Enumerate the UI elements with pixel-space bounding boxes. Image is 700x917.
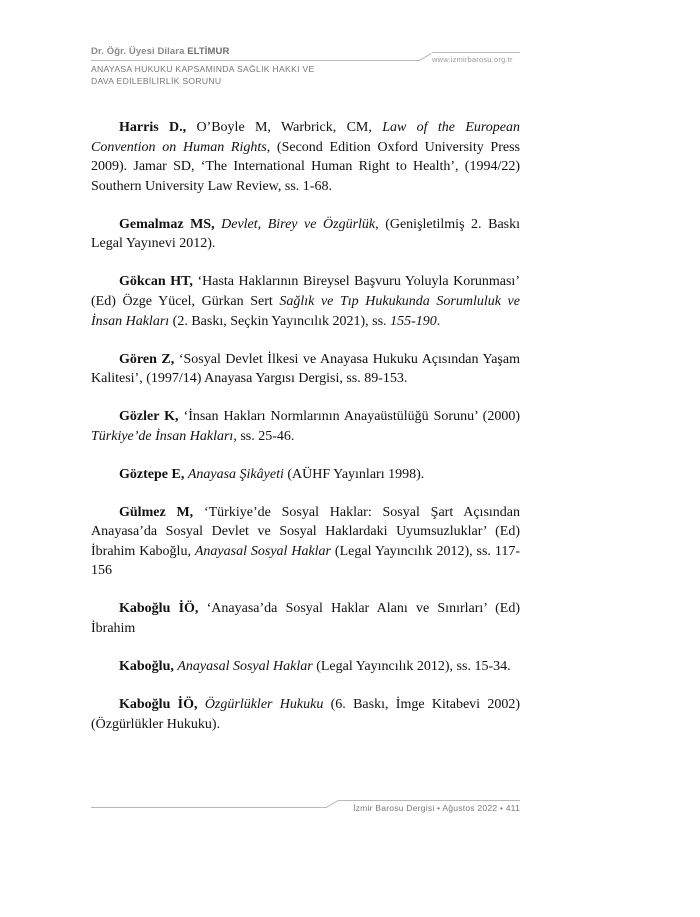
bib-title: Law of the European Convention on Human Rights: [91, 120, 521, 155]
bib-title: Anayasa Şikâyeti: [187, 466, 284, 482]
bib-pages: 155-190: [390, 313, 437, 329]
bib-text: (6. Baskı, İmge Kitabevi 2002) (Özgürlükler Hukuku).: [91, 696, 521, 732]
bib-entry: [91, 503, 520, 581]
bib-author: Harris D.,: [119, 120, 187, 135]
bib-title: Sağlık ve Tıp Hukukunda Sorumluluk ve İnsan Hakları: [91, 293, 520, 329]
bib-text: ‘Anayasa’da Sosyal Haklar Alanı ve Sınırları’ (Ed) İbrahim: [91, 601, 520, 637]
author-name: Dr. Öğr. Üyesi Dilara: [91, 46, 188, 57]
author-line: [91, 46, 229, 57]
bib-title: Özgürlükler Hukuku: [204, 696, 324, 712]
bib-text: .: [436, 313, 441, 329]
bib-entry: [91, 272, 520, 331]
bib-text: ‘Türkiye’de Sosyal Haklar: Sosyal Şart Açısından Anayasa’da Sosyal Devlet ve Sosyal Haklardaki Uyumsuzluklar’ (Ed) İbrahim Kaboğlu,: [91, 504, 520, 559]
bib-author: Gözler K,: [119, 409, 179, 425]
bib-text: [198, 697, 205, 712]
header-rule-slant: [419, 53, 432, 61]
bib-author: Kaboğlu İÖ,: [119, 601, 199, 617]
footer-journal-info: İzmir Barosu Dergisi • Ağustos 2022 • 411: [353, 803, 520, 813]
bib-author: Kaboğlu İÖ,: [119, 696, 198, 712]
bib-author: Gemalmaz MS,: [119, 216, 215, 232]
bib-author: Kaboğlu,: [119, 659, 174, 674]
bib-entry: [91, 465, 520, 485]
header-url[interactable]: www.izmirbarosu.org.tr: [432, 55, 513, 64]
bib-entry: [91, 407, 520, 446]
bib-title: Anayasal Sosyal Haklar: [194, 543, 332, 559]
bib-text: ‘İnsan Hakları Normlarının Anayaüstülüğü Sorunu’ (2000): [178, 409, 521, 425]
author-surname: ELTİMUR: [187, 46, 230, 57]
bib-text: (2. Baskı, Seçkin Yayıncılık 2021), ss.: [169, 313, 391, 329]
bib-title: Anayasal Sosyal Haklar: [177, 659, 313, 674]
bib-title: Devlet, Birey ve Özgürlük: [221, 216, 376, 232]
bib-entry: [91, 599, 520, 638]
bib-text: , (Second Edition Oxford University Press 2009). Jamar SD, ‘The International Human Right to Health’, (1994/22) Southern University Law Review, ss. 1-68.: [91, 139, 520, 194]
bib-text: , (Genişletilmiş 2. Baskı Legal Yayınevi 2012).: [91, 216, 520, 252]
article-title: [91, 63, 315, 87]
bib-text: , ss. 25-46.: [233, 428, 295, 444]
bib-entry: [91, 118, 520, 196]
bib-author: Gökcan HT,: [119, 274, 193, 290]
bib-entry: [91, 215, 520, 254]
bib-text: ‘Hasta Haklarının Bireysel Başvuru Yoluyla Korunması’ (Ed) Özge Yücel, Gürkan Sert: [91, 274, 520, 309]
article-title-line-2: DAVA EDİLEBİLİRLİK SORUNU: [91, 76, 222, 86]
bib-entry: [91, 350, 520, 389]
bib-entry: [91, 695, 520, 734]
bib-author: Gören Z,: [119, 351, 175, 367]
bib-author: Göztepe E,: [119, 466, 185, 482]
header-rule-right: [432, 52, 520, 53]
header-rule: [91, 60, 420, 61]
bib-text: (Legal Yayıncılık 2012), ss. 117-156: [91, 543, 520, 579]
bib-text: ‘Sosyal Devlet İlkesi ve Anayasa Hukuku Açısından Yaşam Kalitesi’, (1997/14) Anayasa Yargısı Dergisi, ss. 89-153.: [91, 351, 520, 387]
footer-rule-right: [338, 800, 520, 801]
article-title-line-1: ANAYASA HUKUKU KAPSAMINDA SAĞLIK HAKKI VE: [91, 64, 315, 74]
bibliography: [91, 118, 520, 753]
bib-text: O’Boyle M, Warbrick, CM,: [186, 120, 383, 135]
footer-rule: [91, 807, 327, 808]
bib-entry: [91, 657, 520, 677]
bib-text: (Legal Yayıncılık 2012), ss. 15-34.: [312, 659, 511, 674]
bib-text: (AÜHF Yayınları 1998).: [283, 466, 425, 482]
bib-title: Türkiye’de İnsan Hakları: [91, 428, 234, 444]
bib-author: Gülmez M,: [119, 504, 194, 520]
